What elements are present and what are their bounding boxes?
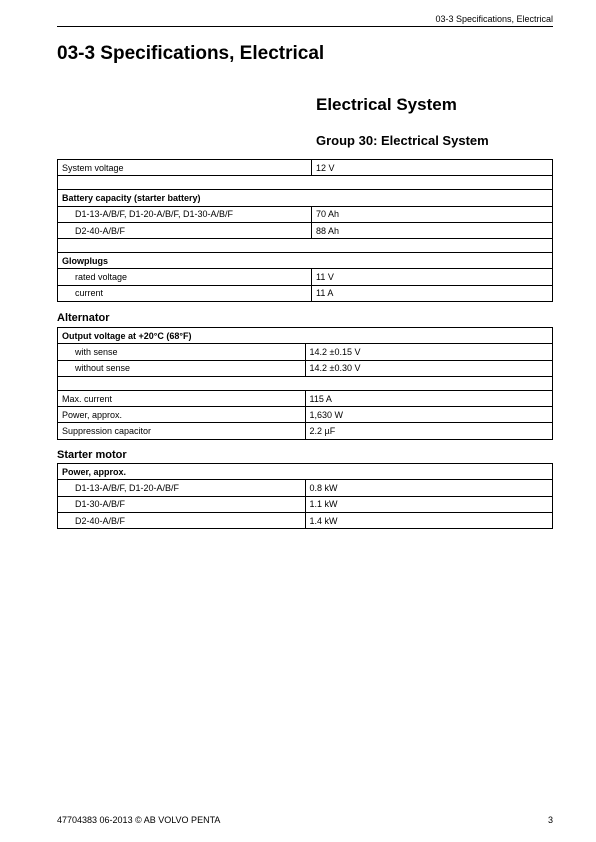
starter-motor-heading: Starter motor (57, 449, 127, 461)
table-row (58, 222, 553, 238)
output-voltage-value: 14.2 ±0.30 V (305, 360, 553, 376)
output-voltage-label: with sense (58, 344, 306, 360)
table-row (58, 285, 553, 301)
table-row (58, 344, 553, 360)
starter-power-value: 0.8 kW (305, 480, 553, 496)
glowplugs-heading: Glowplugs (58, 253, 553, 269)
table-row (58, 206, 553, 222)
table-row (58, 480, 553, 496)
starter-motor-table (57, 463, 553, 529)
table-row (58, 512, 553, 528)
battery-row-value: 88 Ah (312, 222, 553, 238)
suppression-capacitor-label: Suppression capacitor (58, 423, 306, 439)
table-spacer-row (58, 176, 553, 190)
electrical-system-table (57, 159, 553, 302)
table-row (58, 269, 553, 285)
output-voltage-label: without sense (58, 360, 306, 376)
table-spacer-row (58, 376, 553, 390)
max-current-label: Max. current (58, 390, 306, 406)
battery-row-label: D1-13-A/B/F, D1-20-A/B/F, D1-30-A/B/F (58, 206, 312, 222)
starter-power-label: D1-13-A/B/F, D1-20-A/B/F (58, 480, 306, 496)
starter-power-value: 1.4 kW (305, 512, 553, 528)
alternator-power-value: 1,630 W (305, 407, 553, 423)
suppression-capacitor-value: 2.2 µF (305, 423, 553, 439)
starter-power-label: D2-40-A/B/F (58, 512, 306, 528)
max-current-value: 115 A (305, 390, 553, 406)
alternator-table (57, 327, 553, 440)
battery-row-label: D2-40-A/B/F (58, 222, 312, 238)
system-voltage-label: System voltage (58, 160, 312, 176)
system-voltage-value: 12 V (312, 160, 553, 176)
alternator-power-label: Power, approx. (58, 407, 306, 423)
table-row (58, 423, 553, 439)
glowplugs-row-value: 11 A (312, 285, 553, 301)
page-number: 3 (547, 815, 553, 825)
table-row (58, 253, 553, 269)
header-rule (57, 26, 553, 27)
battery-row-value: 70 Ah (312, 206, 553, 222)
section-title: Electrical System (316, 95, 457, 114)
table-row (58, 360, 553, 376)
table-row (58, 464, 553, 480)
glowplugs-row-value: 11 V (312, 269, 553, 285)
table-row (58, 496, 553, 512)
starter-power-label: D1-30-A/B/F (58, 496, 306, 512)
starter-power-value: 1.1 kW (305, 496, 553, 512)
table-row (58, 390, 553, 406)
battery-heading: Battery capacity (starter battery) (58, 190, 553, 206)
table-row (58, 407, 553, 423)
running-header: 03-3 Specifications, Electrical (435, 14, 553, 24)
group-title: Group 30: Electrical System (316, 133, 489, 148)
starter-power-heading: Power, approx. (58, 464, 553, 480)
alternator-heading: Alternator (57, 312, 110, 324)
table-row (58, 190, 553, 206)
footer-document-info: 47704383 06-2013 © AB VOLVO PENTA (57, 815, 221, 825)
table-row (58, 160, 553, 176)
glowplugs-row-label: current (58, 285, 312, 301)
output-voltage-value: 14.2 ±0.15 V (305, 344, 553, 360)
glowplugs-row-label: rated voltage (58, 269, 312, 285)
page-title: 03-3 Specifications, Electrical (57, 43, 325, 64)
table-row (58, 328, 553, 344)
output-voltage-heading: Output voltage at +20°C (68°F) (58, 328, 553, 344)
table-spacer-row (58, 239, 553, 253)
